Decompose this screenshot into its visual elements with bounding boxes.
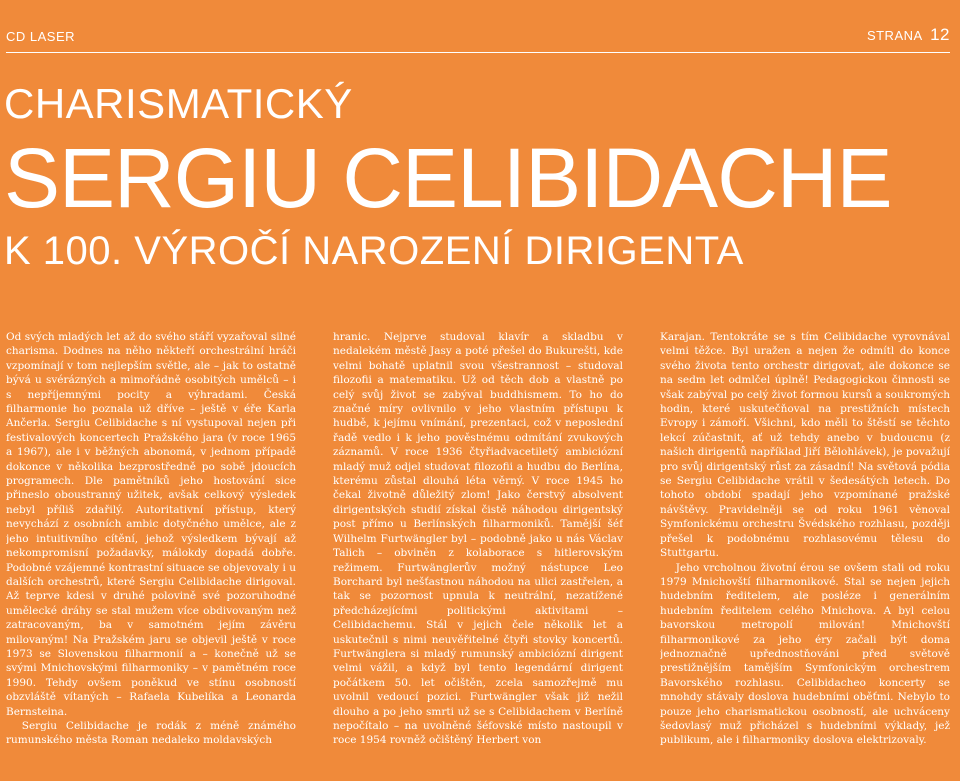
paragraph: Sergiu Celibidache je rodák z méně známého rumunského města Roman nedaleko moldavských	[6, 719, 296, 747]
paragraph: Od svých mladých let až do svého stáří vyzařoval silné charisma. Dodnes na něho někteří orchestrální hráči vzpomínají v tom nejlepším světle, ale – jak to ostatně bývá u svérázných a mimořádně osobitých umělců – i s nepříjemnými pocity a výhradami. Česká filharmonie ho poznala už dříve – ještě v éře Karla Ančerla. Sergiu Celibidache s ní vystupoval nejen při festivalových koncertech Pražského jara (v roce 1965 a 1967), ale i v běžných abonomá, v jednom případě dokonce v několika bezprostředně po sobě jdoucích programech. Dle pamětníků jeho hostování sice přineslo oboustranný užitek, avšak celkový výsledek nebyl příliš zdařilý. Autoritativní přístup, který nevychází z osobních ambic dotyčného umělce, ale z jeho intuitivního cítění, jehož výsledkem bývají až nekompromisní požadavky, málokdy dopadá dobře. Podobné vzájemné kontrastní situace se objevovaly i u dalších orchestrů, které Sergiu Celibidache dirigoval. Až teprve kdesi v druhé polovině své pozoruhodné umělecké dráhy se stal mužem více obdivovaným než zatracovaným, ba v samotném jejím závěru milovaným! Na Pražském jaru se objevil ještě v roce 1973 se Slovenskou filharmonií a – konečně už se svými Mnichovskými filharmoniky – v pamětném roce 1990. Tehdy ovšem poněkud ve stínu osobností obzvláště vítaných – Rafaela Kubelíka a Leonarda Bernsteina.	[6, 331, 296, 718]
page-indicator	[867, 25, 950, 45]
article-column-3	[660, 330, 950, 760]
headline	[4, 80, 954, 274]
article-body	[6, 330, 950, 760]
headline-title: SERGIU CELIBIDACHE	[4, 131, 892, 225]
paragraph: Karajan. Tentokráte se s tím Celibidache vyrovnával velmi těžce. Byl uražen a nejen že odmítl do konce svého života tento orchestr dirigovat, ale dokonce se na sedm let odmlčel úplně! Pedagogickou činnosti se však zabýval po celý život formou kursů a soukromých hodin, které uskutečňoval na prestižních místech Evropy i zámoří. Všichni, kdo měli to štěstí se těchto lekcí zúčastnit, ať už tehdy anebo v budoucnu (z našich dirigentů například Jiří Bělohlávek), je považují pro svůj dirigentský růst za zásadní! Na světová pódia se Sergiu Celibidache vrátil v šedesátých letech. Do tohoto období spadají jeho vzpomínané pražské návštěvy. Pravidelněji se od roku 1961 věnoval Symfonickému orchestru Švédského rozhlasu, později přešel k podobnému rozhlasovému tělesu do Stuttgartu.	[660, 331, 950, 560]
page-label: STRANA	[866, 28, 922, 43]
paragraph: hranic. Nejprve studoval klavír a skladbu v nedalekém městě Jasy a poté přešel do Bukurešti, kde velmi bohatě uplatnil svou všestrannost – studoval filozofii a matematiku. Už od těch dob a vlastně po celý svůj život se zabýval buddhismem. To ho do značné míry ovlivnilo v jeho vlastním přístupu k hudbě, k jejímu vnímání, prezentaci, což v neposlední řadě vedlo i k jeho pověstnému odmítání zvukových záznamů. V roce 1936 čtyřiadvacetiletý ambiciózní mladý muž odjel studovat filozofii a hudbu do Berlína, kterému zůstal dlouhá léta věrný. V roce 1945 ho čekal životně důležitý zlom! Jako čerstvý absolvent dirigentských studií získal čistě náhodou dirigentský post přímo u Berlínských filharmoniků. Tamější šéf Wilhelm Furtwängler byl – podobně jako u nás Václav Talich – obviněn z kolaborace s hitlerovským režimem. Furtwänglerův možný nástupce Leo Borchard byl nešťastnou náhodou na ulici zastřelen, a tak se pozornost upnula k neutrální, nezatížené předcházejícími politickými aktivitami – Celibidachemu. Stál v jejich čele několik let a uskutečnil s nimi neuvěřitelné čtyři stovky koncertů. Furtwänglera si mladý rumunský ambiciózní dirigent velmi vážil, a když byl tento legendární dirigent počátkem 50. let očištěn, zcela samozřejmě mu uvolnil vedoucí pozici. Furtwängler však již nežil dlouho a po jeho smrti už se s Celibidachem v Berlíně nepočítalo – na uvolněné šéfovské místo nastoupil v roce 1954 rovněž očištěný Herbert von	[333, 331, 623, 747]
page-header	[6, 22, 950, 53]
article-column-2	[333, 330, 623, 760]
article-column-1	[6, 330, 296, 760]
paragraph: Jeho vrcholnou životní érou se ovšem stali od roku 1979 Mnichovští filharmonikové. Stal se nejen jejich hudebním ředitelem, ale posléze i generálním hudebním ředitelem celého Mnichova. A byl celou bavorskou metropolí milován! Mnichovští filharmonikové za jeho éry začali být doma jednoznačně upřednostňováni před světově prestižnějším tamějším Symfonickým orchestrem Bavorského rozhlasu. Celibidacheo koncerty se mnohdy stávaly doslova hudebními oběťmi. Nebylo to pouze jeho charismatickou osobností, ale uchváceny šedovlasý muž přicházel s hudebními výklady, jež publikum, ale i filharmoniky doslova elektrizovaly.	[660, 561, 950, 747]
headline-subtitle: K 100. VÝROČÍ NAROZENÍ DIRIGENTA	[4, 229, 744, 273]
section-name: CD LASER	[6, 29, 76, 44]
page-number: 12	[930, 25, 950, 44]
headline-kicker: CHARISMATICKÝ	[4, 80, 353, 127]
